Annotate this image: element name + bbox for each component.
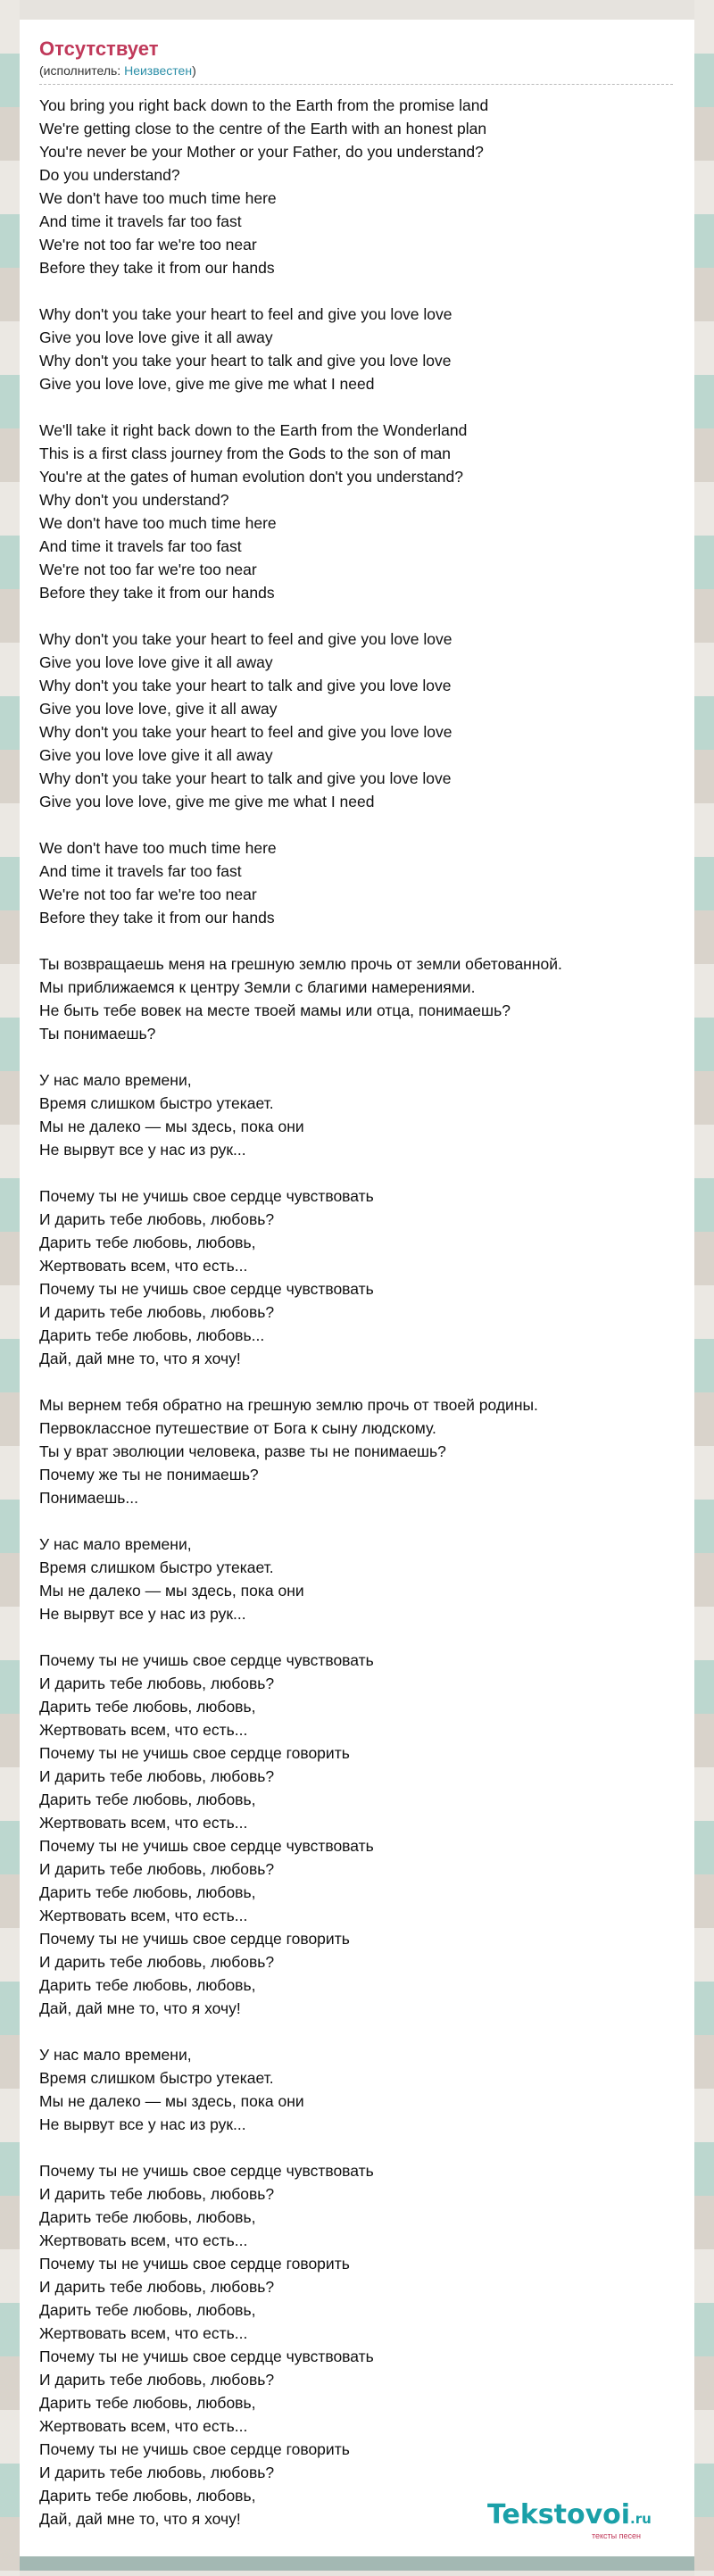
lyric-line: И дарить тебе любовь, любовь? xyxy=(39,1767,275,1785)
lyrics-stanza xyxy=(39,836,675,929)
lyric-line: Give you love love give it all away xyxy=(39,328,273,346)
lyric-line: You bring you right back down to the Earth from the promise land xyxy=(39,96,489,114)
lyric-line: Дарить тебе любовь, любовь, xyxy=(39,2394,256,2412)
lyric-line: И дарить тебе любовь, любовь? xyxy=(39,1953,275,1971)
background-stripe-left xyxy=(0,0,20,2576)
lyrics-stanza xyxy=(39,1649,675,2020)
lyric-line: Ты понимаешь? xyxy=(39,1025,156,1043)
lyric-line: Не вырвут все у нас из рук... xyxy=(39,1605,246,1623)
lyric-line: Give you love love give it all away xyxy=(39,653,273,671)
lyrics-stanza xyxy=(39,1393,675,1509)
lyric-line: Мы не далеко — мы здесь, пока они xyxy=(39,1118,304,1135)
lyric-line: Почему ты не учишь свое сердце чувствовать xyxy=(39,1651,374,1669)
lyric-line: We don't have too much time here xyxy=(39,839,277,857)
lyrics-stanza xyxy=(39,2043,675,2136)
lyric-line: We're not too far we're too near xyxy=(39,561,257,578)
lyric-line: Why don't you take your heart to talk and give you love love xyxy=(39,677,452,694)
artist-link[interactable]: Неизвестен xyxy=(124,63,193,78)
lyric-line: Ты у врат эволюции человека, разве ты не понимаешь? xyxy=(39,1442,446,1460)
lyric-line: Дарить тебе любовь, любовь, xyxy=(39,1234,256,1251)
logo-name: Tekstovoi xyxy=(487,2499,631,2530)
lyric-line: Понимаешь... xyxy=(39,1489,138,1507)
lyrics-stanza xyxy=(39,419,675,604)
lyric-line: Мы приближаемся к центру Земли с благими намерениями. xyxy=(39,978,476,996)
lyric-line: You're at the gates of human evolution don't you understand? xyxy=(39,468,463,486)
lyric-line: И дарить тебе любовь, любовь? xyxy=(39,1210,275,1228)
lyric-line: Время слишком быстро утекает. xyxy=(39,2069,274,2087)
lyric-line: Почему ты не учишь свое сердце говорить xyxy=(39,1930,350,1948)
performer-prefix: (исполнитель: xyxy=(39,63,125,78)
lyric-line: Мы не далеко — мы здесь, пока они xyxy=(39,1582,304,1600)
song-title: Отсутствует xyxy=(39,37,159,60)
lyric-line: Почему ты не учишь свое сердце говорить xyxy=(39,2440,350,2458)
performer-suffix: ) xyxy=(192,63,196,78)
lyric-line: Почему ты не учишь свое сердце чувствовать xyxy=(39,2162,374,2180)
lyric-line: И дарить тебе любовь, любовь? xyxy=(39,2371,275,2389)
lyric-line: We'll take it right back down to the Earth from the Wonderland xyxy=(39,421,468,439)
lyric-line: And time it travels far too fast xyxy=(39,537,242,555)
lyric-line: Why don't you understand? xyxy=(39,491,229,509)
lyric-line: Before they take it from our hands xyxy=(39,584,275,602)
lyric-line: Жертвовать всем, что есть... xyxy=(39,1907,248,1924)
lyric-line: Before they take it from our hands xyxy=(39,259,275,277)
lyric-line: Жертвовать всем, что есть... xyxy=(39,2231,248,2249)
background-stripe-right xyxy=(694,0,714,2576)
lyric-line: И дарить тебе любовь, любовь? xyxy=(39,1860,275,1878)
lyric-line: Give you love love give it all away xyxy=(39,746,273,764)
lyric-line: Почему ты не учишь свое сердце говорить xyxy=(39,2255,350,2273)
lyric-line: Время слишком быстро утекает. xyxy=(39,1558,274,1576)
lyric-line: We don't have too much time here xyxy=(39,514,277,532)
lyric-line: Жертвовать всем, что есть... xyxy=(39,2324,248,2342)
lyric-line: Why don't you take your heart to feel and give you love love xyxy=(39,305,452,323)
lyric-line: Дай, дай мне то, что я хочу! xyxy=(39,1350,241,1367)
lyric-line: Жертвовать всем, что есть... xyxy=(39,2417,248,2435)
lyric-line: Дарить тебе любовь, любовь, xyxy=(39,1698,256,1716)
lyric-line: Give you love love, give me give me what I need xyxy=(39,793,375,810)
lyric-line: Do you understand? xyxy=(39,166,180,184)
lyrics-body xyxy=(39,94,675,2530)
lyric-line: Дарить тебе любовь, любовь, xyxy=(39,1883,256,1901)
lyric-line: У нас мало времени, xyxy=(39,1535,192,1553)
lyrics-card xyxy=(20,20,694,2556)
lyric-line: Give you love love, give it all away xyxy=(39,700,278,718)
lyric-line: Первоклассное путешествие от Бога к сыну людскому. xyxy=(39,1419,436,1437)
lyric-line: Почему ты не учишь свое сердце чувствовать xyxy=(39,1187,374,1205)
lyric-line: Не вырвут все у нас из рук... xyxy=(39,2115,246,2133)
lyrics-stanza xyxy=(39,2159,675,2530)
lyric-line: We're getting close to the centre of the Earth with an honest plan xyxy=(39,120,487,137)
lyric-line: Время слишком быстро утекает. xyxy=(39,1094,274,1112)
logo-wordmark xyxy=(487,2501,666,2533)
lyric-line: Дай, дай мне то, что я хочу! xyxy=(39,2510,241,2528)
lyrics-stanza xyxy=(39,1533,675,1625)
lyric-line: We don't have too much time here xyxy=(39,189,277,207)
lyric-line: We're not too far we're too near xyxy=(39,236,257,253)
lyric-line: Почему ты не учишь свое сердце чувствовать xyxy=(39,2347,374,2365)
lyrics-stanza xyxy=(39,303,675,395)
lyric-line: Дарить тебе любовь, любовь, xyxy=(39,1791,256,1808)
lyric-line: Why don't you take your heart to feel and give you love love xyxy=(39,723,452,741)
lyric-line: Дарить тебе любовь, любовь... xyxy=(39,1326,265,1344)
lyric-line: Дай, дай мне то, что я хочу! xyxy=(39,1999,241,2017)
lyric-line: Before they take it from our hands xyxy=(39,909,275,927)
lyric-line: Не вырвут все у нас из рук... xyxy=(39,1141,246,1159)
lyric-line: Why don't you take your heart to feel and give you love love xyxy=(39,630,452,648)
lyrics-stanza xyxy=(39,952,675,1045)
lyric-line: Мы не далеко — мы здесь, пока они xyxy=(39,2092,304,2110)
lyric-line: У нас мало времени, xyxy=(39,2046,192,2064)
lyric-line: Дарить тебе любовь, любовь, xyxy=(39,2208,256,2226)
lyric-line: Дарить тебе любовь, любовь, xyxy=(39,1976,256,1994)
lyrics-stanza xyxy=(39,1068,675,1161)
lyric-line: We're not too far we're too near xyxy=(39,885,257,903)
lyric-line: Why don't you take your heart to talk and give you love love xyxy=(39,769,452,787)
lyric-line: Не быть тебе вовек на месте твоей мамы или отца, понимаешь? xyxy=(39,1001,511,1019)
lyric-line: Жертвовать всем, что есть... xyxy=(39,1257,248,1275)
logo-tagline: тексты песен xyxy=(591,2531,641,2540)
lyric-line: Мы вернем тебя обратно на грешную землю прочь от твоей родины. xyxy=(39,1396,538,1414)
lyric-line: Почему ты не учишь свое сердце чувствовать xyxy=(39,1280,374,1298)
lyric-line: У нас мало времени, xyxy=(39,1071,192,1089)
lyric-line: Give you love love, give me give me what I need xyxy=(39,375,375,393)
lyric-line: You're never be your Mother or your Father, do you understand? xyxy=(39,143,484,161)
lyric-line: And time it travels far too fast xyxy=(39,862,242,880)
site-logo[interactable] xyxy=(487,2501,666,2540)
lyrics-stanza xyxy=(39,94,675,279)
lyric-line: Ты возвращаешь меня на грешную землю прочь от земли обетованной. xyxy=(39,955,562,973)
lyric-line: This is a first class journey from the Gods to the son of man xyxy=(39,445,452,462)
lyric-line: И дарить тебе любовь, любовь? xyxy=(39,2278,275,2296)
lyric-line: Почему же ты не понимаешь? xyxy=(39,1466,259,1483)
lyric-line: And time it travels far too fast xyxy=(39,212,242,230)
lyric-line: И дарить тебе любовь, любовь? xyxy=(39,1303,275,1321)
lyrics-stanza xyxy=(39,1184,675,1370)
logo-tld: .ru xyxy=(630,2511,652,2527)
lyric-line: Why don't you take your heart to talk and give you love love xyxy=(39,352,452,370)
lyrics-stanza xyxy=(39,627,675,813)
lyric-line: Дарить тебе любовь, любовь, xyxy=(39,2301,256,2319)
lyric-line: И дарить тебе любовь, любовь? xyxy=(39,1674,275,1692)
lyric-line: Жертвовать всем, что есть... xyxy=(39,1814,248,1832)
lyric-line: И дарить тебе любовь, любовь? xyxy=(39,2185,275,2203)
lyric-line: Дарить тебе любовь, любовь, xyxy=(39,2487,256,2505)
performer-line xyxy=(39,62,673,85)
lyric-line: Почему ты не учишь свое сердце чувствовать xyxy=(39,1837,374,1855)
lyric-line: И дарить тебе любовь, любовь? xyxy=(39,2464,275,2481)
lyric-line: Жертвовать всем, что есть... xyxy=(39,1721,248,1739)
lyric-line: Почему ты не учишь свое сердце говорить xyxy=(39,1744,350,1762)
